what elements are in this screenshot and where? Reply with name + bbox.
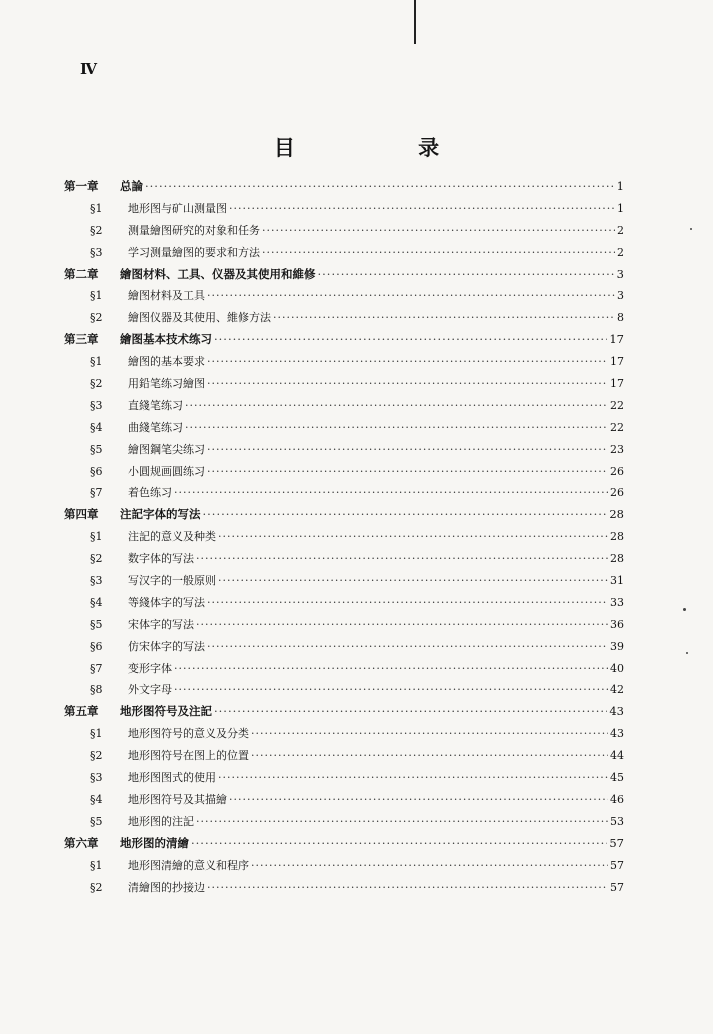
section-title: 繪图仪器及其使用、維修方法 bbox=[128, 311, 271, 325]
chapter-title: 繪图基本技术练习 bbox=[120, 332, 212, 347]
section-title: 数字体的写法 bbox=[128, 552, 194, 566]
section-number: §1 bbox=[90, 530, 103, 544]
section-title: 仿宋体字的写法 bbox=[128, 639, 205, 653]
dot-leader bbox=[251, 855, 608, 877]
dot-leader bbox=[229, 198, 615, 220]
toc-section-row bbox=[64, 307, 624, 329]
dot-leader bbox=[203, 504, 608, 526]
page-number: 17 bbox=[609, 332, 624, 347]
page-number: 1 bbox=[616, 179, 624, 193]
dot-leader bbox=[207, 461, 608, 483]
dot-leader bbox=[207, 439, 608, 461]
page-number: 42 bbox=[610, 683, 624, 697]
toc-section-row bbox=[64, 679, 624, 701]
section-number: §2 bbox=[90, 552, 103, 566]
toc-section-row bbox=[64, 789, 624, 811]
dot-leader bbox=[251, 745, 608, 767]
toc-chapter-row bbox=[64, 504, 624, 526]
page-title: 目 录 bbox=[273, 135, 498, 160]
section-number: §3 bbox=[90, 398, 103, 412]
dot-leader bbox=[218, 767, 608, 789]
top-margin-line bbox=[414, 0, 416, 44]
toc-section-row bbox=[64, 198, 624, 220]
section-title: 用鉛笔练习繪图 bbox=[128, 377, 205, 391]
scan-speck bbox=[690, 228, 692, 230]
toc-section-row bbox=[64, 592, 624, 614]
toc-section-row bbox=[64, 636, 624, 658]
page-number: 45 bbox=[610, 771, 624, 785]
page-number: 22 bbox=[610, 420, 624, 434]
section-title: 等綫体字的写法 bbox=[128, 595, 205, 609]
chapter-title: 地形图符号及注記 bbox=[120, 704, 212, 719]
section-number: §1 bbox=[90, 858, 103, 872]
section-title: 外文字母 bbox=[128, 683, 172, 697]
scan-speck bbox=[686, 652, 688, 654]
chapter-title: 注記字体的写法 bbox=[120, 507, 201, 522]
section-title: 变形字体 bbox=[128, 661, 172, 675]
page-number: 43 bbox=[609, 704, 624, 719]
toc-chapter-row bbox=[64, 264, 624, 286]
section-number: §4 bbox=[90, 792, 103, 806]
page-number: 3 bbox=[617, 289, 624, 303]
section-number: §1 bbox=[90, 289, 103, 303]
section-number: §5 bbox=[90, 442, 103, 456]
page-number: 57 bbox=[609, 835, 624, 850]
section-title: 宋体字的写法 bbox=[128, 617, 194, 631]
toc-section-row bbox=[64, 351, 624, 373]
section-number: §6 bbox=[90, 464, 103, 478]
toc-section-row bbox=[64, 548, 624, 570]
chapter-title: 总論 bbox=[120, 179, 143, 193]
dot-leader bbox=[229, 789, 608, 811]
scan-speck bbox=[683, 608, 686, 611]
dot-leader bbox=[218, 570, 608, 592]
dot-leader bbox=[196, 548, 608, 570]
dot-leader bbox=[185, 395, 608, 417]
section-number: §1 bbox=[90, 727, 103, 741]
table-of-contents bbox=[64, 176, 624, 898]
dot-leader bbox=[251, 723, 608, 745]
dot-leader bbox=[174, 658, 608, 680]
dot-leader bbox=[318, 264, 615, 286]
page-number: 28 bbox=[610, 552, 624, 566]
section-title: 地形图符号在图上的位置 bbox=[128, 749, 249, 763]
page-number: 43 bbox=[610, 727, 624, 741]
section-number: §5 bbox=[90, 617, 103, 631]
page-number: 31 bbox=[610, 574, 624, 588]
toc-section-row bbox=[64, 658, 624, 680]
page-number: 28 bbox=[610, 530, 624, 544]
section-title: 小圓规画圓练习 bbox=[128, 464, 205, 478]
page-number: 44 bbox=[610, 749, 624, 763]
section-title: 直綫笔练习 bbox=[128, 398, 183, 412]
toc-section-row bbox=[64, 242, 624, 264]
dot-leader bbox=[145, 176, 615, 198]
section-title: 测量繪图研究的对象和任务 bbox=[128, 223, 260, 237]
section-title: 注記的意义及种类 bbox=[128, 530, 216, 544]
chapter-title: 地形图的清繪 bbox=[120, 835, 189, 850]
chapter-number: 第六章 bbox=[64, 835, 99, 850]
section-title: 地形图的注記 bbox=[128, 814, 194, 828]
toc-section-row bbox=[64, 877, 624, 899]
section-title: 着色练习 bbox=[128, 486, 172, 500]
page-number-roman: Ⅳ bbox=[80, 60, 97, 78]
dot-leader bbox=[207, 285, 615, 307]
page-number: 26 bbox=[610, 464, 624, 478]
section-number: §2 bbox=[90, 223, 103, 237]
page-number: 36 bbox=[610, 617, 624, 631]
section-title: 地形图图式的使用 bbox=[128, 771, 216, 785]
section-title: 地形图符号及其描繪 bbox=[128, 792, 227, 806]
chapter-number: 第一章 bbox=[64, 179, 99, 193]
section-number: §2 bbox=[90, 311, 103, 325]
section-title: 地形图与矿山测量图 bbox=[128, 201, 227, 215]
chapter-title: 繪图材料、工具、仪器及其使用和維修 bbox=[120, 266, 316, 281]
dot-leader bbox=[207, 373, 608, 395]
dot-leader bbox=[174, 482, 608, 504]
toc-section-row bbox=[64, 723, 624, 745]
page-number: 53 bbox=[610, 814, 624, 828]
toc-section-row bbox=[64, 526, 624, 548]
section-number: §2 bbox=[90, 749, 103, 763]
toc-section-row bbox=[64, 220, 624, 242]
page-number: 3 bbox=[616, 266, 624, 281]
section-number: §3 bbox=[90, 771, 103, 785]
chapter-number: 第四章 bbox=[64, 507, 99, 522]
toc-chapter-row bbox=[64, 329, 624, 351]
page-number: 2 bbox=[617, 223, 624, 237]
dot-leader bbox=[207, 592, 608, 614]
dot-leader bbox=[196, 614, 608, 636]
toc-section-row bbox=[64, 395, 624, 417]
section-number: §5 bbox=[90, 814, 103, 828]
section-number: §3 bbox=[90, 574, 103, 588]
chapter-number: 第二章 bbox=[64, 266, 99, 281]
dot-leader bbox=[207, 877, 608, 899]
dot-leader bbox=[185, 417, 608, 439]
page-number: 39 bbox=[610, 639, 624, 653]
chapter-number: 第三章 bbox=[64, 332, 99, 347]
toc-section-row bbox=[64, 285, 624, 307]
toc-section-row bbox=[64, 767, 624, 789]
section-title: 繪图材料及工具 bbox=[128, 289, 205, 303]
section-title: 地形图清繪的意义和程序 bbox=[128, 858, 249, 872]
toc-section-row bbox=[64, 373, 624, 395]
dot-leader bbox=[196, 811, 608, 833]
section-title: 写汉字的一般原则 bbox=[128, 574, 216, 588]
page-number: 23 bbox=[610, 442, 624, 456]
toc-section-row bbox=[64, 855, 624, 877]
page-number: 57 bbox=[610, 858, 624, 872]
section-number: §1 bbox=[90, 355, 103, 369]
toc-chapter-row bbox=[64, 833, 624, 855]
toc-section-row bbox=[64, 439, 624, 461]
section-number: §3 bbox=[90, 245, 103, 259]
toc-section-row bbox=[64, 614, 624, 636]
page-number: 46 bbox=[610, 792, 624, 806]
dot-leader bbox=[214, 329, 607, 351]
section-number: §7 bbox=[90, 661, 103, 675]
page-number: 17 bbox=[610, 377, 624, 391]
section-title: 地形图符号的意义及分类 bbox=[128, 727, 249, 741]
section-number: §4 bbox=[90, 420, 103, 434]
page-number: 33 bbox=[610, 595, 624, 609]
dot-leader bbox=[273, 307, 615, 329]
section-number: §2 bbox=[90, 880, 103, 894]
page-number: 8 bbox=[617, 311, 624, 325]
dot-leader bbox=[207, 636, 608, 658]
toc-section-row bbox=[64, 745, 624, 767]
toc-section-row bbox=[64, 570, 624, 592]
dot-leader bbox=[191, 833, 607, 855]
dot-leader bbox=[174, 679, 608, 701]
dot-leader bbox=[207, 351, 608, 373]
toc-section-row bbox=[64, 461, 624, 483]
dot-leader bbox=[262, 242, 615, 264]
page-number: 28 bbox=[609, 507, 624, 522]
dot-leader bbox=[218, 526, 608, 548]
page-number: 17 bbox=[610, 355, 624, 369]
section-number: §1 bbox=[90, 201, 103, 215]
section-title: 繪图的基本要求 bbox=[128, 355, 205, 369]
section-title: 曲綫笔练习 bbox=[128, 420, 183, 434]
section-title: 学习测量繪图的要求和方法 bbox=[128, 245, 260, 259]
section-number: §2 bbox=[90, 377, 103, 391]
toc-chapter-row bbox=[64, 701, 624, 723]
toc-section-row bbox=[64, 811, 624, 833]
page-number: 1 bbox=[617, 201, 624, 215]
toc-chapter-row bbox=[64, 176, 624, 198]
page-number: 22 bbox=[610, 398, 624, 412]
toc-section-row bbox=[64, 417, 624, 439]
section-number: §8 bbox=[90, 683, 103, 697]
section-number: §7 bbox=[90, 486, 103, 500]
page-number: 40 bbox=[610, 661, 624, 675]
dot-leader bbox=[214, 701, 607, 723]
page-number: 2 bbox=[617, 245, 624, 259]
section-number: §6 bbox=[90, 639, 103, 653]
page-number: 57 bbox=[610, 880, 624, 894]
page-number: 26 bbox=[610, 486, 624, 500]
section-title: 繪图鋼笔尖练习 bbox=[128, 442, 205, 456]
dot-leader bbox=[262, 220, 615, 242]
chapter-number: 第五章 bbox=[64, 704, 99, 719]
section-title: 清繪图的抄接边 bbox=[128, 880, 205, 894]
section-number: §4 bbox=[90, 595, 103, 609]
toc-section-row bbox=[64, 482, 624, 504]
